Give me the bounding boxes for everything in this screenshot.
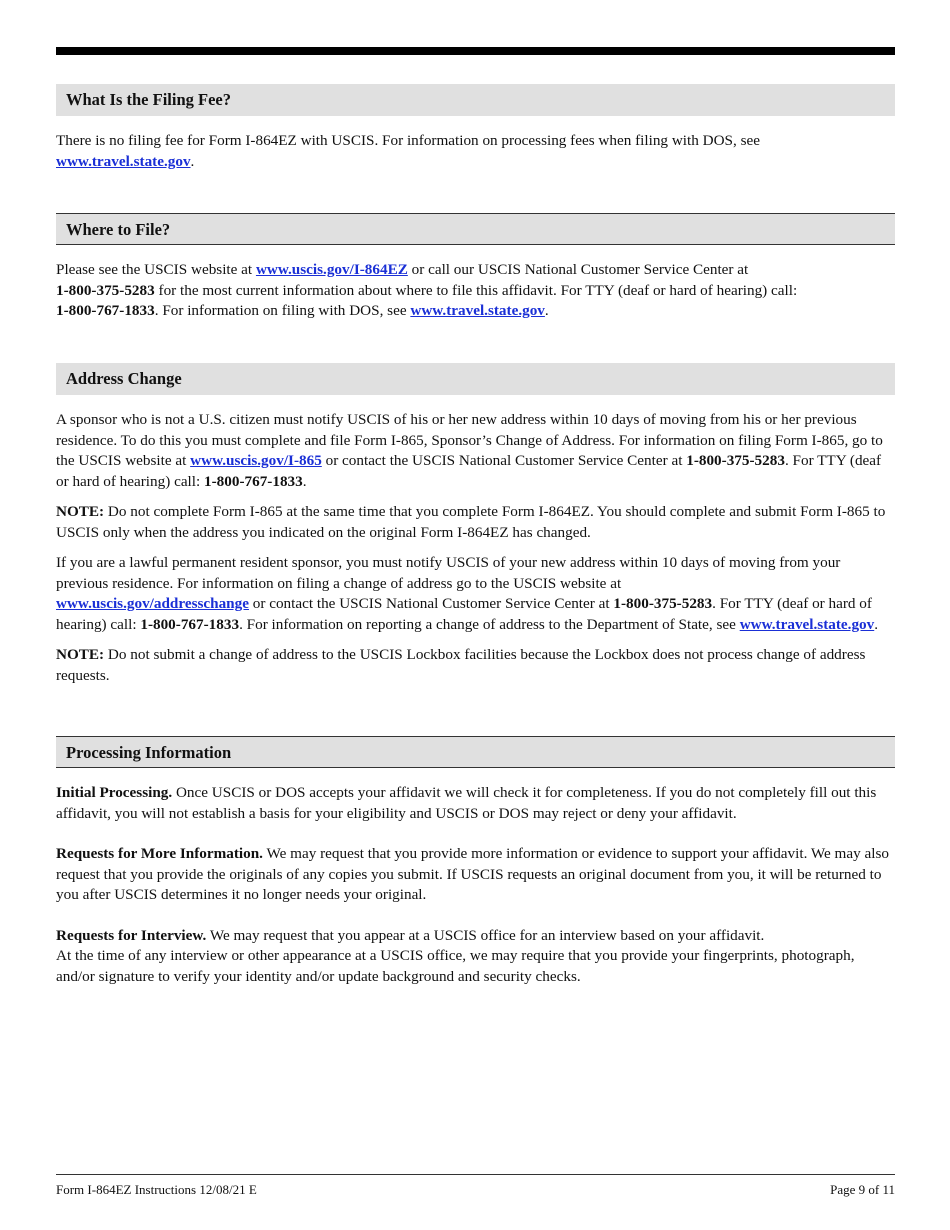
paragraph-label: Requests for More Information. bbox=[56, 845, 263, 862]
tty-phone-number: 1-800-767-1833 bbox=[56, 302, 155, 319]
more-information-paragraph bbox=[56, 844, 896, 906]
section-heading-where-to-file: Where to File? bbox=[56, 213, 895, 245]
phone-number: 1-800-375-5283 bbox=[56, 281, 155, 299]
filing-fee-paragraph bbox=[56, 131, 896, 172]
document-page bbox=[56, 0, 895, 1230]
address-change-body bbox=[56, 410, 896, 686]
paragraph-label: Requests for Interview. bbox=[56, 926, 207, 944]
text: for the most current information about where to file this affidavit. For TTY (deaf or hard of hearing) call: bbox=[154, 281, 798, 299]
footer-rule bbox=[56, 1174, 895, 1175]
address-change-paragraph-3 bbox=[56, 553, 896, 635]
tty-phone-number: 1-800-767-1833 bbox=[140, 615, 240, 633]
text: or contact the USCIS National Customer Service Center at bbox=[248, 595, 614, 612]
uscis-i865-link[interactable]: www.uscis.gov/I-865 bbox=[190, 452, 322, 469]
phone-number: 1-800-375-5283 bbox=[686, 452, 785, 469]
form-identifier: Form I-864EZ Instructions 12/08/21 E bbox=[56, 1182, 257, 1197]
phone-number: 1-800-375-5283 bbox=[613, 595, 713, 612]
filing-fee-body bbox=[56, 131, 896, 172]
text: There is no filing fee for Form I-864EZ with USCIS. For information on processing fees when filing with DOS, see bbox=[56, 132, 760, 149]
uscis-addresschange-link[interactable]: www.uscis.gov/addresschange bbox=[56, 595, 249, 612]
initial-processing-paragraph bbox=[56, 783, 896, 824]
text: or contact the USCIS National Customer Service Center at bbox=[321, 452, 687, 469]
text: We may request that you appear at a USCIS office for an interview based on your affidavit. bbox=[206, 926, 765, 944]
text: Do not submit a change of address to the USCIS Lockbox facilities because the Lockbox does not process change of address requests. bbox=[56, 646, 866, 684]
text: . bbox=[302, 472, 307, 490]
note-label: NOTE: bbox=[56, 503, 105, 520]
section-heading-processing: Processing Information bbox=[56, 736, 895, 768]
text: . For information on reporting a change of address to the Department of State, see bbox=[239, 615, 740, 633]
text: . bbox=[544, 302, 549, 319]
text: At the time of any interview or other appearance at a USCIS office, we may require that you provide your fingerprints, photograph, and/or signature to verify your identity and/or update background and security checks. bbox=[56, 947, 855, 985]
interview-paragraph bbox=[56, 926, 896, 988]
text: . For TTY (deaf or hard of hearing) call: bbox=[56, 452, 882, 490]
text: . For information on filing with DOS, see bbox=[154, 302, 411, 319]
address-change-paragraph-1 bbox=[56, 410, 896, 492]
address-change-note-1 bbox=[56, 502, 896, 543]
paragraph-label: Initial Processing. bbox=[56, 784, 173, 801]
travel-state-gov-link[interactable]: www.travel.state.gov bbox=[410, 302, 545, 319]
text: Do not complete Form I-865 at the same time that you complete Form I-864EZ. You should complete and submit Form I-865 to USCIS only when the address you indicated on the original Form I-864EZ has changed. bbox=[56, 503, 886, 541]
where-to-file-body bbox=[56, 260, 896, 322]
text: We may request that you provide more information or evidence to support your affidavit. We may also request that you provide the originals of any copies you submit. If USCIS requests an original document from you, it will be returned to you after USCIS determines it no longer needs your original. bbox=[56, 845, 889, 903]
text: . For TTY (deaf or hard of hearing) call: bbox=[56, 595, 872, 633]
top-rule bbox=[56, 47, 895, 55]
text: . bbox=[190, 152, 195, 170]
page-number: Page 9 of 11 bbox=[830, 1182, 895, 1197]
text: . bbox=[874, 615, 879, 633]
uscis-i864ez-link[interactable]: www.uscis.gov/I-864EZ bbox=[255, 261, 408, 278]
section-heading-filing-fee: What Is the Filing Fee? bbox=[56, 84, 895, 116]
text: If you are a lawful permanent resident sponsor, you must notify USCIS of your new address within 10 days of moving from your previous residence. For information on filing a change of address go to the USCIS website at bbox=[56, 554, 841, 592]
address-change-note-2 bbox=[56, 645, 896, 686]
travel-state-gov-link[interactable]: www.travel.state.gov bbox=[56, 152, 191, 170]
text: Please see the USCIS website at bbox=[56, 261, 256, 278]
note-label: NOTE: bbox=[56, 646, 105, 663]
text: Once USCIS or DOS accepts your affidavit we will check it for completeness. If you do not completely fill out this affidavit, you will not establish a basis for your eligibility and USCIS or DOS may reject or deny your affidavit. bbox=[56, 784, 877, 822]
tty-phone-number: 1-800-767-1833 bbox=[204, 472, 303, 490]
text: or call our USCIS National Customer Service Center at bbox=[407, 261, 749, 278]
travel-state-gov-link[interactable]: www.travel.state.gov bbox=[739, 615, 875, 633]
where-to-file-paragraph bbox=[56, 260, 896, 322]
text: A sponsor who is not a U.S. citizen must notify USCIS of his or her new address within 10 days of moving from his or her previous residence. To do this you must complete and file Form I-865, Sponsor’s Change of Address. For information on filing Form I-865, go to the USCIS website at bbox=[56, 411, 883, 469]
processing-body bbox=[56, 783, 896, 987]
section-heading-address-change: Address Change bbox=[56, 363, 895, 395]
